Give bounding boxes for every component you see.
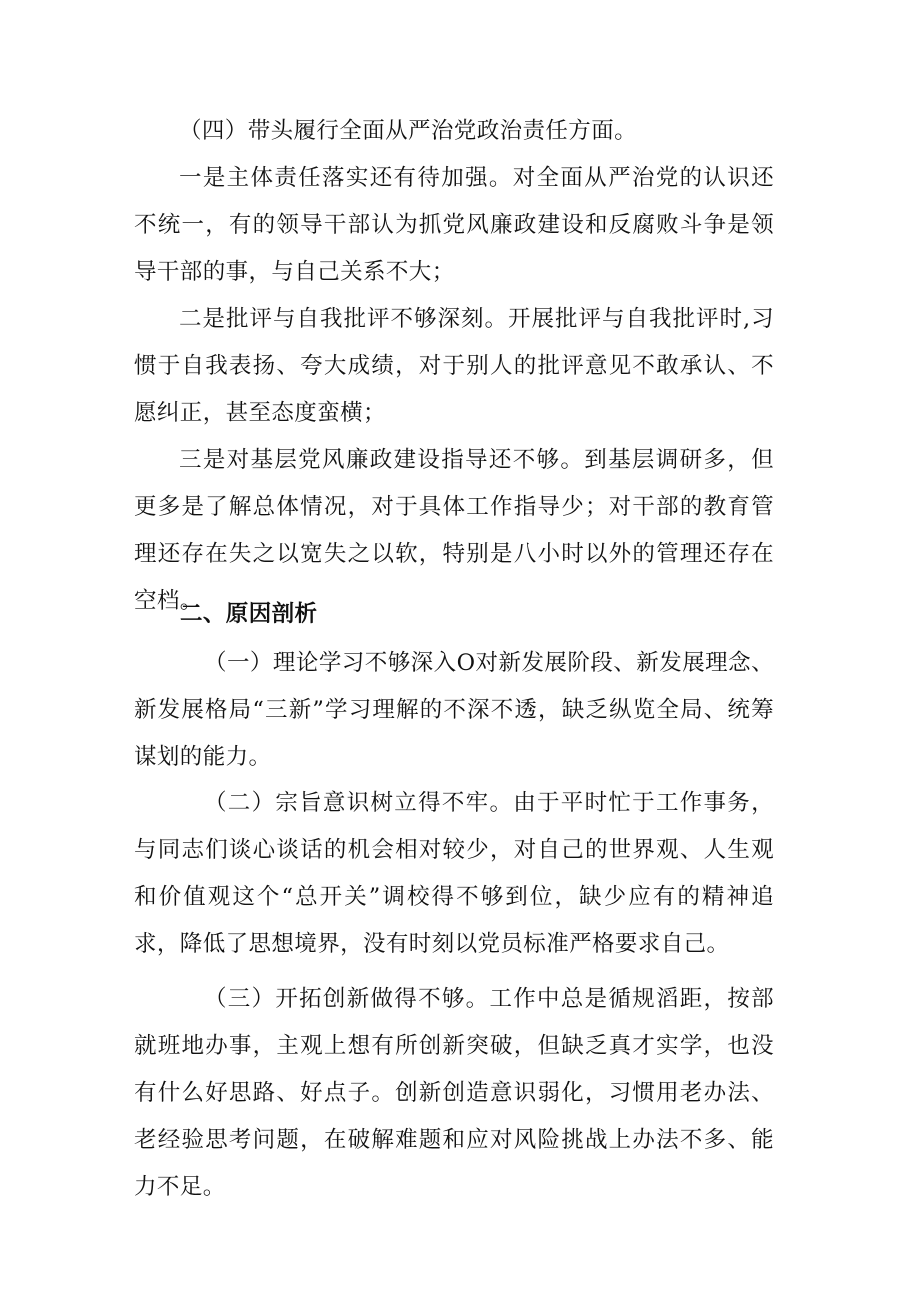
part-two-heading: 二、原因剖析	[180, 601, 318, 627]
paragraph-point-two: 二是批评与自我批评不够深刻。开展批评与自我批评时,习惯于自我表扬、夸大成绩，对于别人的批评意见不敢承认、不愿纠正，甚至态度蛮横；	[134, 306, 774, 426]
paragraph-reason-three: （三）开拓创新做得不够。工作中总是循规滔距，按部就班地办事，主观上想有所创新突破，但缺乏真才实学，也没有什么好思路、好点子。创新创造意识弱化，习惯用老办法、老经验思考问题，在破解难题和应对风险挑战上办法不多、能力不足。	[134, 986, 774, 1200]
paragraph-reason-one: （一）理论学习不够深入O对新发展阶段、新发展理念、新发展格局“三新”学习理解的不深不透，缺乏纵览全局、统筹谋划的能力。	[134, 650, 774, 770]
paragraph-reason-two: （二）宗旨意识树立得不牢。由于平时忙于工作事务，与同志们谈心谈话的机会相对较少，对自己的世界观、人生观和价值观这个“总开关”调校得不够到位，缺少应有的精神追求，降低了思想境界，没有时刻以党员标准严格要求自己。	[134, 790, 774, 957]
section-four-heading: （四）带头履行全面从严治党政治责任方面。	[179, 118, 638, 144]
paragraph-point-three: 三是对基层党风廉政建设指导还不够。到基层调研多，但更多是了解总体情况，对于具体工作指导少；对干部的教育管理还存在失之以宽失之以软，特别是八小时以外的管理还存在空档。	[134, 447, 774, 614]
paragraph-point-one: 一是主体责任落实还有待加强。对全面从严治党的认识还不统一，有的领导干部认为抓党风廉政建设和反腐败斗争是领导干部的事，与自己关系不大；	[134, 165, 774, 285]
